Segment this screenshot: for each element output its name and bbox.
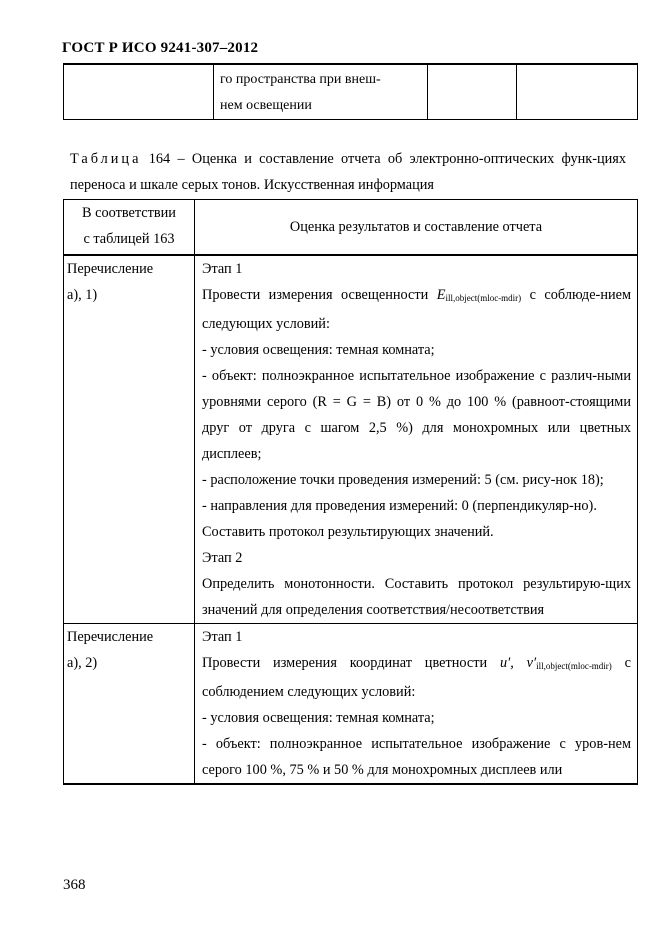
- list-item: - объект: полноэкранное испытательное изображение с различ-ными уровнями серого (R = G = B) от 0 % до 100 % (равноот-стоящими друг от друга с шагом 2,5 %) для монохромных или цветных дисплеев;: [202, 367, 631, 462]
- procedure-paragraph: [202, 650, 631, 705]
- table-caption: [70, 146, 626, 198]
- document-header: ГОСТ Р ИСО 9241-307–2012: [62, 40, 259, 56]
- procedure-text: с соблюде-нием следующих условий:: [202, 286, 632, 332]
- formula-subscript: ill,object(mloc-mdir): [445, 292, 522, 303]
- reference-cell: [64, 255, 195, 624]
- continued-line: го пространства при внеш-: [220, 72, 381, 87]
- procedure-paragraph: [202, 282, 631, 337]
- column-header-evaluation: Оценка результатов и составление отчета: [195, 200, 638, 255]
- procedure-paragraph: Определить монотонности. Составить протокол результирую-щих значений для определения соответствия/несоответствия: [202, 575, 631, 618]
- list-item: - условия освещения: темная комната;: [202, 709, 435, 726]
- column-header-reference: [64, 200, 195, 255]
- evaluation-cell: [195, 255, 638, 624]
- evaluation-cell: [195, 623, 638, 784]
- formula-symbol: u′, v′: [499, 654, 537, 671]
- continued-line: нем освещении: [220, 98, 312, 113]
- table-row: [64, 623, 638, 784]
- procedure-text: Провести измерения освещенности: [202, 286, 429, 303]
- empty-cell: [517, 64, 638, 120]
- procedure-text: Провести измерения координат цветности: [202, 654, 488, 671]
- table-row: [64, 255, 638, 624]
- stage-label: Этап 1: [202, 260, 243, 277]
- list-item: - условия освещения: темная комната;: [202, 341, 435, 358]
- header-line: В соответствии: [82, 205, 176, 221]
- stage-label: Этап 1: [202, 628, 243, 645]
- reference-line: а), 2): [67, 654, 98, 671]
- formula-symbol: E: [436, 286, 446, 303]
- caption-label: Таблица: [70, 151, 142, 167]
- header-line: с таблицей 163: [83, 231, 175, 247]
- reference-line: Перечисление: [67, 628, 154, 645]
- reference-line: а), 1): [67, 286, 98, 303]
- continued-table-row: [63, 63, 638, 120]
- stage-label: Этап 2: [202, 549, 243, 566]
- continued-text-cell: [214, 64, 428, 120]
- procedure-text: с соблюдением следующих условий:: [202, 654, 631, 700]
- reference-cell: [64, 623, 195, 784]
- list-item: - направления для проведения измерений: 0 (перпендикуляр-но).: [202, 497, 597, 514]
- formula-subscript: ill,object(mloc-mdir): [536, 660, 612, 671]
- page-number: 368: [63, 877, 86, 893]
- empty-cell: [64, 64, 214, 120]
- list-item: Составить протокол результирующих значений.: [202, 523, 494, 540]
- list-item: - расположение точки проведения измерений: 5 (см. рису-нок 18);: [202, 471, 604, 488]
- reference-line: Перечисление: [67, 260, 154, 277]
- evaluation-table: [63, 199, 638, 785]
- list-item: - объект: полноэкранное испытательное изображение с уров-нем серого 100 %, 75 % и 50 % для монохромных дисплеев или: [202, 735, 631, 778]
- caption-text: 164 – Оценка и составление отчета об электронно-оптических функ-циях переноса и шкале серых тонов. Искусственная информация: [70, 151, 626, 193]
- empty-cell: [428, 64, 517, 120]
